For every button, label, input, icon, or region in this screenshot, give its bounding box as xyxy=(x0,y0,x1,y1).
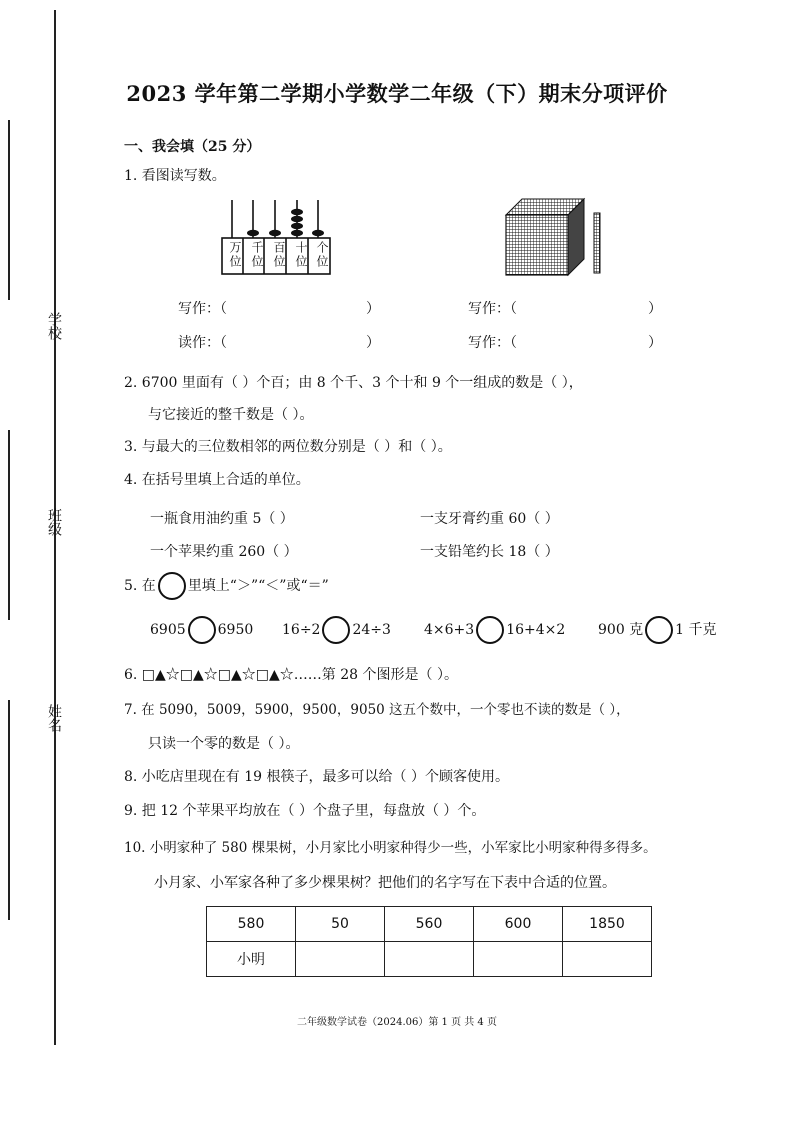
question-7: 7. 在 5090，5009，5900，9500，9050 这五个数中，一个零也不读的数是（ ）， xyxy=(124,702,630,718)
q1-close-3: ） xyxy=(648,301,662,317)
question-4c: 一个苹果约重 260（ ） xyxy=(150,544,298,560)
question-2: 2. 6700 里面有（ ）个百；由 8 个千、3 个十和 9 个一组成的数是（ ）， xyxy=(124,375,583,391)
table-answer-cell[interactable] xyxy=(296,942,385,977)
question-10-line-2: 小月家、小军家各种了多少棵果树？把他们的名字写在下表中合适的位置。 xyxy=(154,875,616,891)
margin-label-class: 班级 xyxy=(46,508,62,536)
compare-right: 1 千克 xyxy=(675,622,717,638)
q1-write-label-1: 写作：（ xyxy=(178,301,227,317)
q1-write-label-2: 写作：（ xyxy=(468,301,517,317)
question-10: 10. 小明家种了 580 棵果树，小月家比小明家种得少一些，小军家比小明家种得多得多。 xyxy=(124,840,657,856)
abacus-label-ge: 个位 xyxy=(315,241,329,269)
q1-write-label-3: 写作：（ xyxy=(468,335,517,351)
table-cell: 580 xyxy=(207,907,296,942)
table-cell: 560 xyxy=(385,907,474,942)
q1-close-1: ） xyxy=(366,301,380,317)
circle-icon xyxy=(158,572,186,600)
compare-circle-input[interactable] xyxy=(645,616,673,644)
margin-label-name: 姓名 xyxy=(46,704,62,732)
page-footer: 二年级数学试卷（2024.06）第 1 页 共 4 页 xyxy=(297,1017,497,1028)
q1-close-4: ） xyxy=(648,335,662,351)
compare-left: 4×6+3 xyxy=(424,622,475,638)
compare-left: 6905 xyxy=(150,622,186,638)
question-9: 9. 把 12 个苹果平均放在（ ）个盘子里，每盘放（ ）个。 xyxy=(124,803,486,819)
margin-field-line xyxy=(8,430,10,620)
question-3: 3. 与最大的三位数相邻的两位数分别是（ ）和（ ）。 xyxy=(124,439,452,455)
compare-circle-input[interactable] xyxy=(188,616,216,644)
abacus-label-qian: 千位 xyxy=(250,241,264,269)
question-1: 1. 看图读写数。 xyxy=(124,168,226,184)
compare-item-3 xyxy=(424,616,565,644)
question-4b: 一支牙膏约重 60（ ） xyxy=(420,511,559,527)
q1-close-2: ） xyxy=(366,335,380,351)
compare-circle-input[interactable] xyxy=(476,616,504,644)
question-6: 6. □▲☆□▲☆□▲☆□▲☆……第 28 个图形是（ ）。 xyxy=(124,667,458,683)
compare-left: 16÷2 xyxy=(282,622,321,638)
question-8: 8. 小吃店里现在有 19 根筷子，最多可以给（ ）个顾客使用。 xyxy=(124,769,509,785)
compare-circle-input[interactable] xyxy=(322,616,350,644)
section-heading: 一、我会填（25 分） xyxy=(124,139,261,155)
question-5-prefix: 5. 在 xyxy=(124,578,156,594)
compare-item-1 xyxy=(150,616,253,644)
table-cell: 600 xyxy=(474,907,563,942)
table-answer-cell[interactable] xyxy=(563,942,652,977)
margin-label-school: 学校 xyxy=(46,312,62,340)
compare-item-2 xyxy=(282,616,391,644)
table-row xyxy=(207,942,652,977)
compare-right: 16+4×2 xyxy=(506,622,566,638)
compare-right: 24÷3 xyxy=(352,622,391,638)
table-cell: 50 xyxy=(296,907,385,942)
abacus-label-bai: 百位 xyxy=(272,241,286,269)
answer-table xyxy=(206,906,652,977)
table-row xyxy=(207,907,652,942)
compare-item-4 xyxy=(598,616,717,644)
question-4: 4. 在括号里填上合适的单位。 xyxy=(124,472,310,488)
compare-left: 900 克 xyxy=(598,622,644,638)
question-4a: 一瓶食用油约重 5（ ） xyxy=(150,511,294,527)
abacus-label-shi: 十位 xyxy=(294,241,308,269)
question-7-line-2: 只读一个零的数是（ ）。 xyxy=(148,736,300,752)
page-title: 2023 学年第二学期小学数学二年级（下）期末分项评价 xyxy=(126,81,668,106)
table-answer-cell[interactable] xyxy=(474,942,563,977)
table-cell: 小明 xyxy=(207,942,296,977)
compare-right: 6950 xyxy=(217,622,254,638)
table-cell: 1850 xyxy=(563,907,652,942)
table-answer-cell[interactable] xyxy=(385,942,474,977)
question-5-suffix: 里填上“＞”“＜”或“＝” xyxy=(187,578,329,594)
margin-field-line xyxy=(8,120,10,300)
margin-field-line xyxy=(8,700,10,920)
question-5 xyxy=(124,572,329,600)
abacus-label-wan: 万位 xyxy=(228,241,242,269)
base-ten-blocks-figure xyxy=(500,193,610,277)
question-4d: 一支铅笔约长 18（ ） xyxy=(420,544,559,560)
question-2-line-2: 与它接近的整千数是（ ）。 xyxy=(148,407,314,423)
q1-read-label: 读作：（ xyxy=(178,335,227,351)
